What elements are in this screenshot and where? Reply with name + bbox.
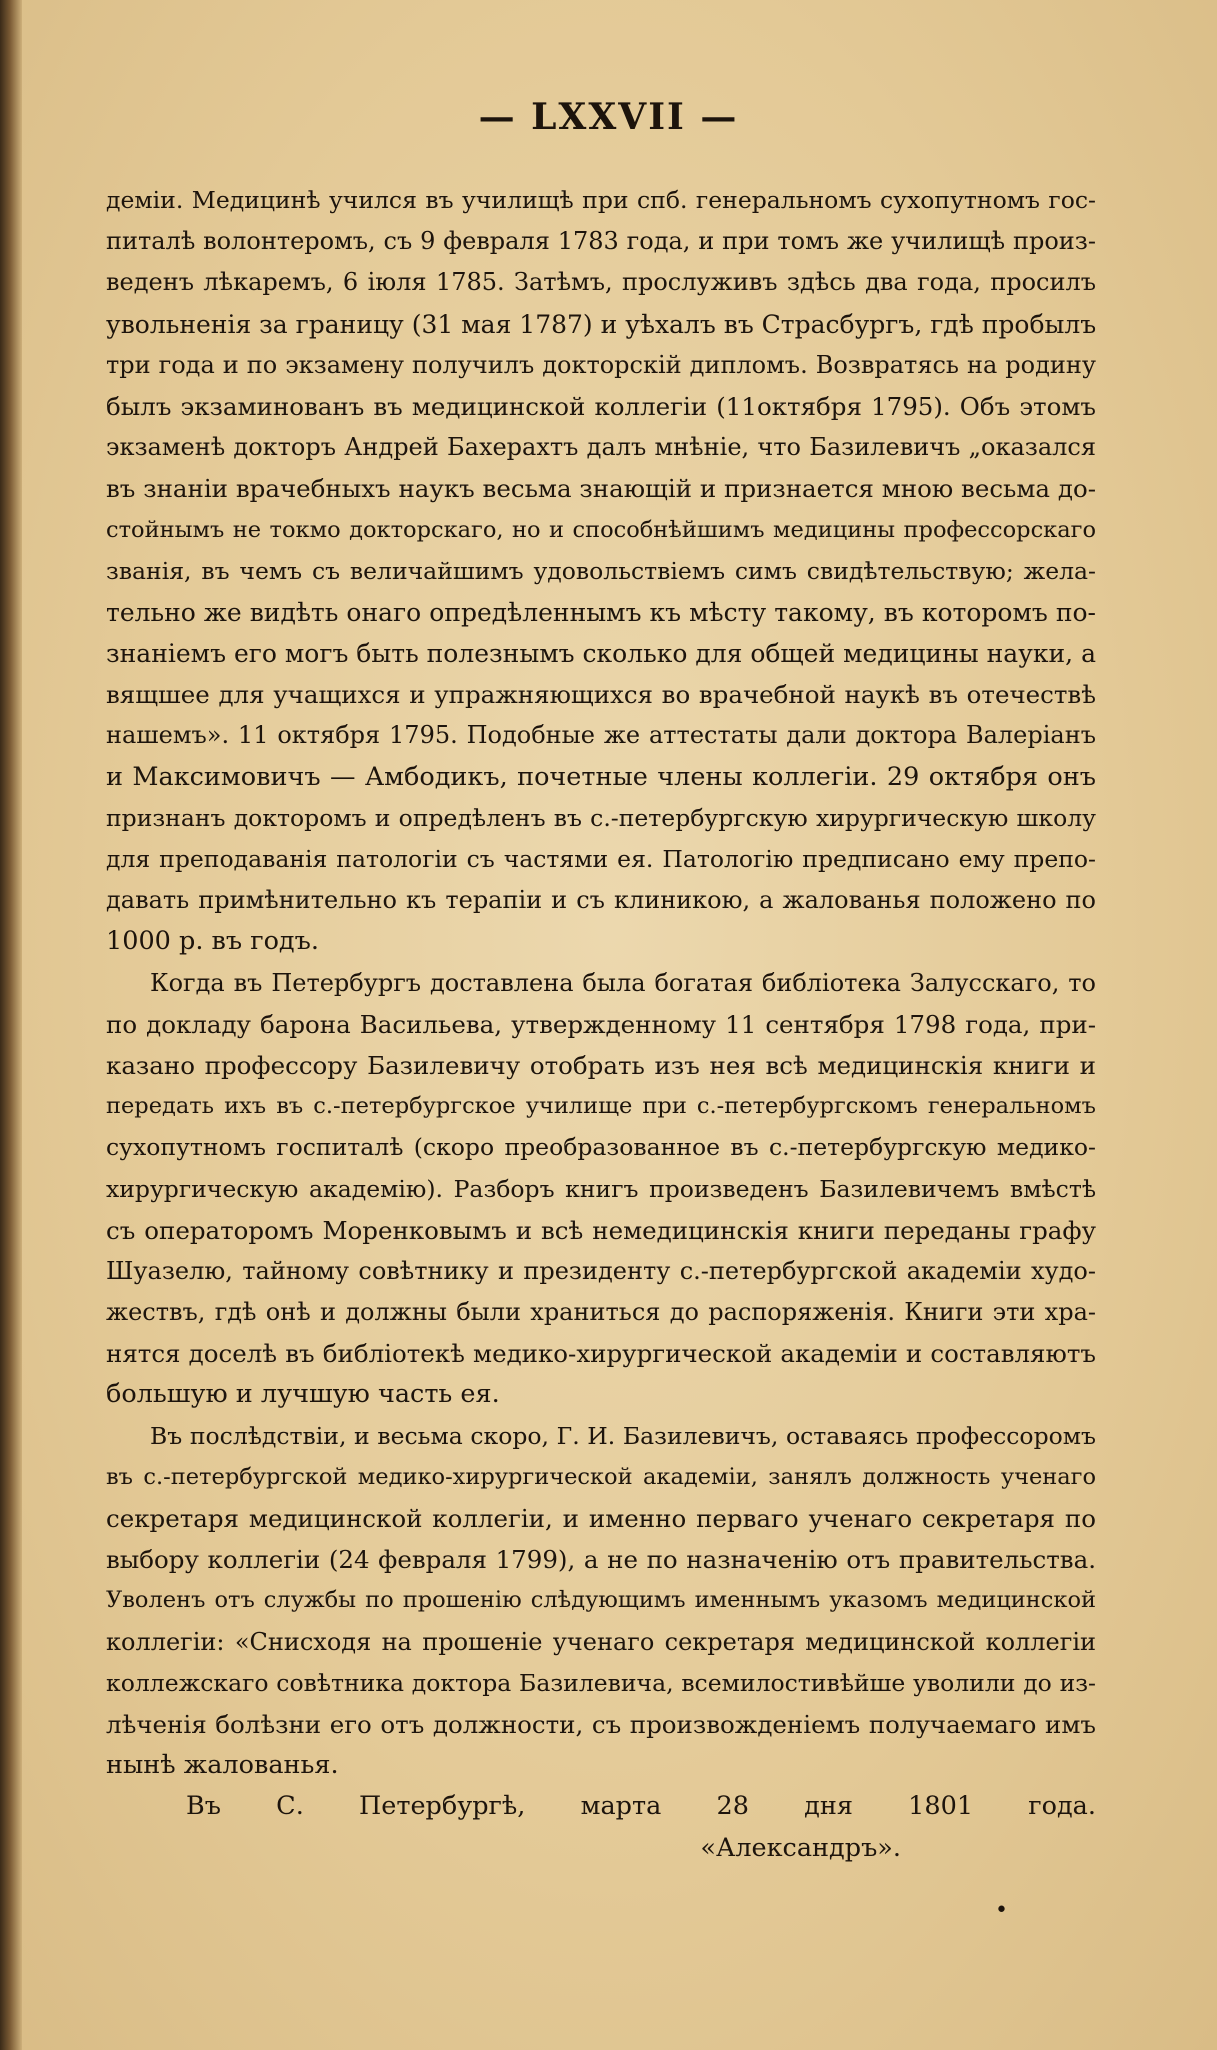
text-line: секретаря медицинской коллегіи, и именно перваго ученаго секретаря по: [106, 1504, 1096, 1533]
text-line: жествъ, гдѣ онѣ и должны были храниться до распоряженія. Книги эти хра-: [106, 1298, 1096, 1327]
text-line: 1000 р. въ годъ.: [106, 926, 319, 957]
text-line: сухопутномъ госпиталѣ (скоро преобразованное въ с.-петербургскую медико-: [106, 1133, 1096, 1162]
text-line: знаніемъ его могъ быть полезнымъ сколько для общей медицины науки, а: [106, 639, 1096, 669]
text-line: Уволенъ отъ службы по прошенію слѣдующимъ именнымъ указомъ медицинской: [106, 1587, 1096, 1614]
text-line: нынѣ жалованья.: [106, 1750, 339, 1781]
text-line: по докладу барона Васильева, утвержденному 11 сентября 1798 года, при-: [106, 1009, 1096, 1039]
text-line: коллежскаго совѣтника доктора Базилевича, всемилостивѣйше уволили до из-: [106, 1668, 1096, 1697]
text-line: три года и по экзамену получилъ докторскій дипломъ. Возвратясь на родину: [106, 350, 1096, 379]
text-line: Шуазелю, тайному совѣтнику и президенту с.-петербургской академіи худо-: [106, 1256, 1096, 1285]
text-line: нятся доселѣ въ библіотекѣ медико-хирургической академіи и составляютъ: [106, 1339, 1096, 1369]
text-line: въ с.-петербургской медико-хирургической академіи, занялъ должность ученаго: [106, 1463, 1096, 1490]
text-line: экзаменѣ докторъ Андрей Бахерахтъ далъ мнѣніе, что Базилевичъ „оказался: [106, 433, 1096, 462]
text-line: съ операторомъ Моренковымъ и всѣ немедицинскія книги переданы графу: [106, 1215, 1096, 1245]
text-line: и Максимовичъ — Амбодикъ, почетные члены коллегіи. 29 октября онъ: [106, 761, 1096, 792]
text-line: передать ихъ въ с.-петербургское училище при с.-петербургскомъ генеральномъ: [106, 1093, 1096, 1120]
text-line: нашемъ». 11 октября 1795. Подобные же аттестаты дали доктора Валеріанъ: [106, 721, 1096, 750]
text-line: казано профессору Базилевичу отобрать изъ нея всѣ медицинскія книги и: [106, 1050, 1096, 1080]
body-text: [106, 180, 1096, 1869]
text-line: Въ послѣдствіи, и весьма скоро, Г. И. Базилевичъ, оставаясь профессоромъ: [150, 1421, 1096, 1450]
text-line: вящшее для учащихся и упражняющихся во врачебной наукѣ въ отечествѣ: [106, 680, 1096, 710]
text-line: «Александръ».: [700, 1832, 901, 1863]
text-line: Когда въ Петербургъ доставлена была богатая библіотека Залусскаго, то: [150, 968, 1096, 997]
text-line: признанъ докторомъ и опредѣленъ въ с.-петербургскую хирургическую школу: [106, 803, 1096, 832]
text-line: большую и лучшую часть ея.: [106, 1379, 500, 1410]
text-line: веденъ лѣкаремъ, 6 іюля 1785. Затѣмъ, прослуживъ здѣсь два года, просилъ: [106, 268, 1096, 297]
text-line: стойнымъ не токмо докторскаго, но и способнѣйшимъ медицины профессорскаго: [106, 516, 1096, 543]
text-line: Въ С. Петербургѣ, марта 28 дня 1801 года.: [186, 1791, 1096, 1822]
text-line: давать примѣнительно къ терапіи и съ клиникою, а жалованья положено по: [106, 886, 1096, 915]
text-line: тельно же видѣть онаго опредѣленнымъ къ мѣсту такому, въ которомъ по-: [106, 597, 1096, 627]
text-line: выбору коллегіи (24 февраля 1799), а не по назначенію отъ правительства.: [106, 1545, 1096, 1575]
ornament-mark: •: [995, 1898, 1008, 1923]
text-line: деміи. Медицинѣ учился въ училищѣ при спб. генеральномъ сухопутномъ гос-: [106, 186, 1096, 214]
page-edge-shadow: [0, 0, 22, 2050]
text-line: званія, въ чемъ съ величайшимъ удовольствіемъ симъ свидѣтельствую; жела-: [106, 556, 1096, 585]
text-line: увольненія за границу (31 мая 1787) и уѣхалъ въ Страсбургъ, гдѣ пробылъ: [106, 309, 1096, 339]
text-line: хирургическую академію). Разборъ книгъ произведенъ Базилевичемъ вмѣстѣ: [106, 1174, 1096, 1203]
text-line: былъ экзаминованъ въ медицинской коллегіи (11октября 1795). Объ этомъ: [106, 391, 1096, 421]
text-line: питалѣ волонтеромъ, съ 9 февраля 1783 года, и при томъ же училищѣ произ-: [106, 227, 1096, 256]
text-line: въ знаніи врачебныхъ наукъ весьма знающій и признается мною весьма до-: [106, 474, 1096, 504]
text-line: лѣченія болѣзни его отъ должности, съ произвожденіемъ получаемаго имъ: [106, 1709, 1096, 1739]
page-header: — LXXVII —: [478, 96, 739, 138]
text-line: для преподаванія патологіи съ частями ея. Патологію предписано ему препо-: [106, 845, 1096, 873]
text-line: коллегіи: «Снисходя на прошеніе ученаго секретаря медицинской коллегіи: [106, 1627, 1096, 1656]
